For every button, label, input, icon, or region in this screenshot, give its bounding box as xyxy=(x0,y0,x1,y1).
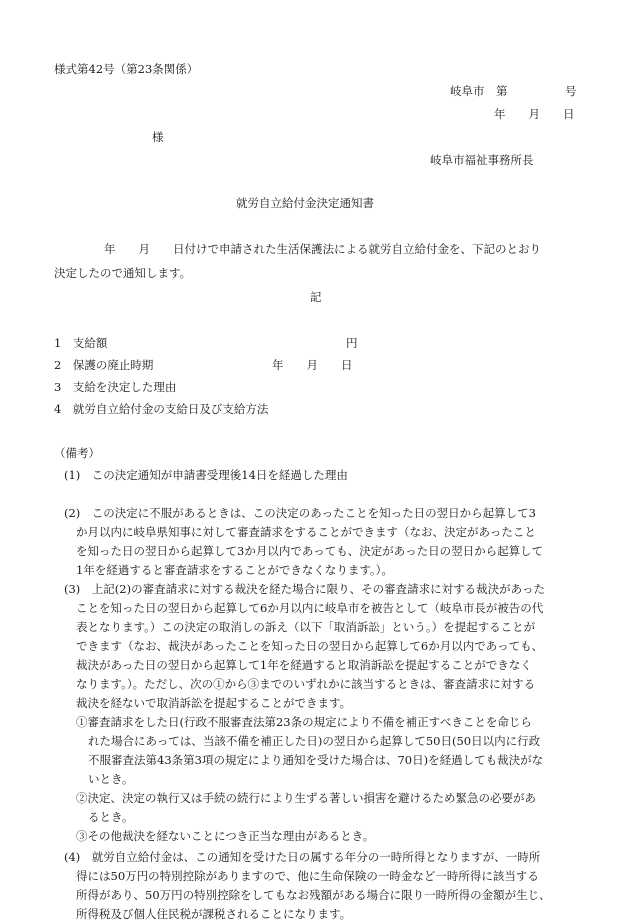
remark-3-line: 表となります。）この決定の取消しの訴え（以下「取消訴訟」という。）を提起することが xyxy=(76,620,536,634)
remark-3-sub-line: いとき。 xyxy=(88,772,134,786)
addressee-honorific: 様 xyxy=(152,130,164,144)
remark-4-line: 所得税及び個人住民税が課税されることになります。 xyxy=(76,907,352,921)
form-number: 様式第42号（第23条関係） xyxy=(54,62,199,76)
ki-marker: 記 xyxy=(310,290,322,304)
remark-3-line: (3) 上記(2)の審査請求に対する裁決を経た場合に限り、その審査請求に対する裁決があった xyxy=(64,582,545,596)
remark-2 xyxy=(64,504,543,580)
item-4-label: 4 就労自立給付金の支給日及び支給方法 xyxy=(54,402,269,416)
intro-line-2: 決定したので通知します。 xyxy=(54,266,192,280)
remark-3-sub-line: れた場合にあっては、当該不備を補正した日)の翌日から起算して50日(50日以内に行政 xyxy=(88,734,541,748)
item-1-label: 1 支給額 xyxy=(54,336,108,350)
remark-2-line: か月以内に岐阜県知事に対して審査請求をすることができます（なお、決定があったこと xyxy=(76,525,536,539)
remark-1: (1) この決定通知が申請書受理後14日を経過した理由 xyxy=(64,468,348,482)
remark-2-line: 1年を経過すると審査請求をすることができなくなります。）。 xyxy=(76,563,393,577)
remark-2-line: を知った日の翌日から起算して3か月以内であっても、決定があった日の翌日から起算して xyxy=(76,544,544,558)
item-1-unit: 円 xyxy=(346,336,358,350)
remark-4-line: (4) 就労自立給付金は、この通知を受けた日の属する年分の一時所得となりますが、一時所 xyxy=(64,850,541,864)
remark-2-line: (2) この決定に不服があるときは、この決定のあったことを知った日の翌日から起算して3 xyxy=(64,506,536,520)
remark-3-line: できます（なお、裁決があったことを知った日の翌日から起算して6か月以内であっても、 xyxy=(76,639,544,653)
remark-4 xyxy=(64,848,551,924)
remark-3-sub-line: るとき。 xyxy=(88,810,134,824)
remark-4-line: 所得があり、50万円の特別控除をしてもなお残額がある場合に限り一時所得の金額が生じ、 xyxy=(76,888,551,902)
document-title: 就労自立給付金決定通知書 xyxy=(236,196,374,210)
remark-3-sub-line: 不服審査法第43条第3項の規定により通知を受けた場合は、70日)を経過しても裁決がな xyxy=(88,753,544,767)
item-2-label: 2 保護の廃止時期 xyxy=(54,358,154,372)
intro-line-1: 年 月 日付けで申請された生活保護法による就労自立給付金を、下記のとおり xyxy=(104,242,541,256)
remark-3-sub xyxy=(76,713,543,846)
remark-3-sub-line: ①審査請求をした日(行政不服審査法第23条の規定により不備を補正すべきことを命じら xyxy=(76,715,532,729)
item-3-label: 3 支給を決定した理由 xyxy=(54,380,177,394)
remark-3-line: 裁決を経ないで取消訴訟を提起することができます。 xyxy=(76,696,352,710)
remark-3-line: なります。）。ただし、次の①から③までのいずれかに該当するときは、審査請求に対する xyxy=(76,677,536,691)
remark-4-line: 得には50万円の特別控除がありますので、他に生命保険の一時金など一時所得に該当する xyxy=(76,869,539,883)
remark-3-sub-line: ②決定、決定の執行又は手続の続行により生ずる著しい損害を避けるため緊急の必要があ xyxy=(76,791,536,805)
remark-3-line: 裁決があった日の翌日から起算して1年を経過すると取消訴訟を提起することができなく xyxy=(76,658,532,672)
remark-3 xyxy=(64,580,545,713)
remark-3-line: ことを知った日の翌日から起算して6か月以内に岐阜市を被告として（岐阜市長が被告の代 xyxy=(76,601,544,615)
remark-3-sub-line: ③その他裁決を経ないことにつき正当な理由があるとき。 xyxy=(76,829,375,843)
item-2-date: 年 月 日 xyxy=(272,358,353,372)
remarks-heading: （備考） xyxy=(54,446,100,460)
document-number: 岐阜市 第 号 xyxy=(450,84,577,98)
issue-date: 年 月 日 xyxy=(494,107,575,121)
issuer-name: 岐阜市福祉事務所長 xyxy=(430,153,534,167)
